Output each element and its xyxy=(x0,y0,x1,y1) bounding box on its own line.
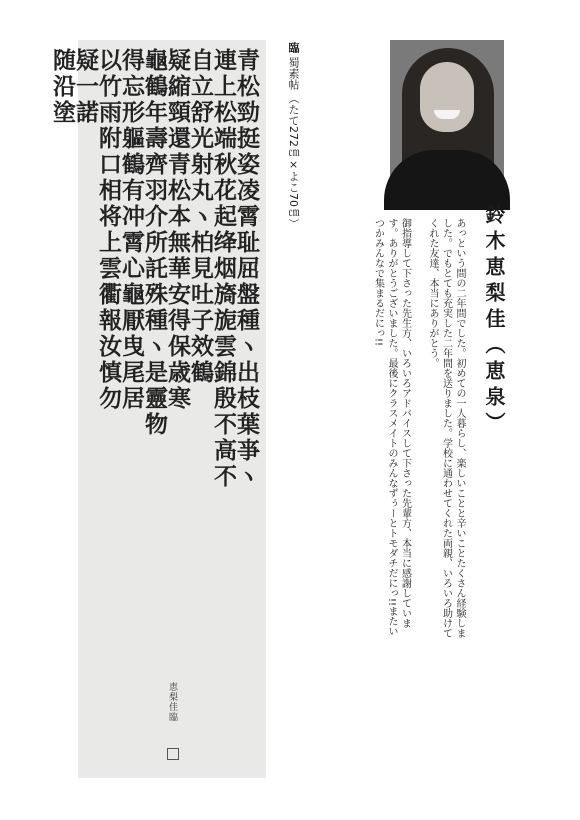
calligraphy-column: 疑一諾 xyxy=(72,48,99,126)
calligraphy-column: 連上松端秋花起绛烟旖旎雲錦殷不高不 xyxy=(210,48,237,490)
caption-work-title: 蜀素帖 xyxy=(287,56,300,90)
calligraphy-artwork xyxy=(49,40,266,778)
seal-stamp-icon xyxy=(167,748,179,760)
calligraphy-columns xyxy=(49,48,260,770)
profile-photo xyxy=(390,40,504,180)
message-paragraph: 御指導して下さった先生方、いろいろアドバイスして下さった先輩方、本当に感謝しています。ありがとうございました。最後にクラスメイトのみんなずぅーとトモダチだにっ!!またいつかみんなで集まるだにっ!! xyxy=(372,218,411,637)
student-name: 鈴木恵梨佳（恵泉） xyxy=(482,204,506,438)
calligraphy-column: 自立舒光射丸ヽ柏見吐子效鶴 xyxy=(187,48,214,386)
calligraphy-column: 青松勁挺姿凌霄耻屈盤種ヽ出枝葉亊ヽ xyxy=(233,48,260,490)
artwork-caption xyxy=(286,42,300,342)
artist-signature: 恵梨佳臨 xyxy=(167,682,177,722)
calligraphy-column: 得忘形軀鶴有冲霄心龜厭曳尾居 xyxy=(118,48,145,412)
profile-message xyxy=(372,218,466,638)
caption-dimensions: （たて272㎝×よこ70㎝） xyxy=(287,93,300,229)
calligraphy-column: 龜鶴年壽齊羽介所託殊種ヽ是靈物 xyxy=(141,48,168,438)
caption-title: 臨 xyxy=(287,42,300,53)
calligraphy-column: 以竹雨附口相将上雲衢報汝慎勿 xyxy=(95,48,122,412)
message-paragraph: あっという間の二年間でした。初めての一人暮らし、楽しいことと辛いことたくさん経験しました。でもとても充実した二年間を送りました。学校に通わせてくれた両親、いろいろ助けてくれた友達、本当にありがとう。 xyxy=(427,218,465,638)
photo-face xyxy=(420,62,474,132)
calligraphy-column: 随沿塗 xyxy=(49,48,76,126)
calligraphy-column: 疑縮頸還青松本無華安得保歳寒 xyxy=(164,48,191,412)
